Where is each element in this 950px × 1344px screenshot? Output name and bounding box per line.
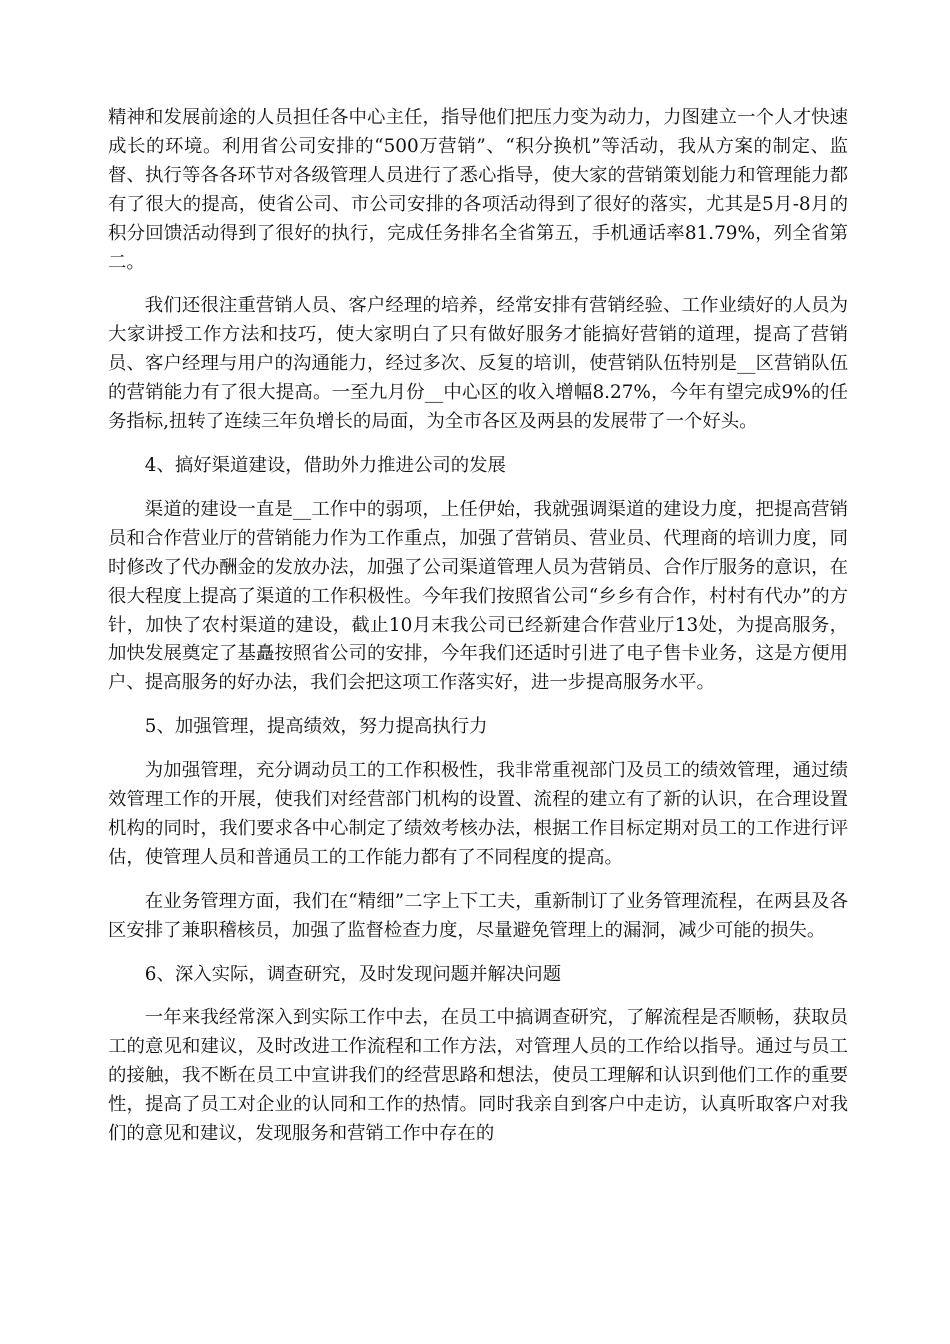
document-page — [108, 104, 848, 1164]
paragraph-3: 渠道的建设一直是__工作中的弱项，上任伊始，我就强调渠道的建设力度，把提高营销员和合作营业厅的营销能力作为工作重点，加强了营销员、营业员、代理商的培训力度，同时修改了代办酬金的发放办法，加强了公司渠道管理人员为营销员、合作厅服务的意识，在很大程度上提高了渠道的工作积极性。今年我们按照省公司“乡乡有合作，村村有代办”的方针，加快了农村渠道的建设，截止10月末我公司已经新建合作营业厅13处，为提高服务，加快发展奠定了基矗按照省公司的安排，今年我们还适时引进了电子售卡业务，这是方便用户、提高服务的好办法，我们会把这项工作落实好，进一步提高服务水平。 — [108, 498, 848, 694]
section-heading-4: 4、搞好渠道建设，借助外力推进公司的发展 — [144, 454, 506, 476]
section-heading-5: 5、加强管理，提高绩效，努力提高执行力 — [144, 716, 488, 738]
paragraph-6: 一年来我经常深入到实际工作中去，在员工中搞调查研究，了解流程是否顺畅，获取员工的意见和建议，及时改进工作流程和工作方法，对管理人员的工作给以指导。通过与员工的接触，我不断在员工中宣讲我们的经营思路和想法，使员工理解和认识到他们工作的重要性，提高了员工对企业的认同和工作的热情。同时我亲自到客户中走访，认真听取客户对我们的意见和建议，发现服务和营销工作中存在的 — [108, 1007, 848, 1145]
paragraph-2: 我们还很注重营销人员、客户经理的培养，经常安排有营销经验、工作业绩好的人员为大家讲授工作方法和技巧，使大家明白了只有做好服务才能搞好营销的道理，提高了营销员、客户经理与用户的沟通能力，经过多次、反复的培训，使营销队伍特别是__区营销队伍的营销能力有了很大提高。一至九月份__中心区的收入增幅8.27%，今年有望完成9%的任务指标,扭转了连续三年负增长的局面，为全市各区及两县的发展带了一个好头。 — [108, 295, 848, 433]
paragraph-1: 精神和发展前途的人员担任各中心主任，指导他们把压力变为动力，力图建立一个人才快速成长的环境。利用省公司安排的“500万营销”、“积分换机”等活动，我从方案的制定、监督、执行等各各环节对各级管理人员进行了悉心指导，使大家的营销策划能力和管理能力都有了很大的提高，使省公司、市公司安排的各项活动得到了很好的落实，尤其是5月-8月的积分回馈活动得到了很好的执行，完成任务排名全省第五，手机通话率81.79%，列全省第二。 — [108, 107, 848, 273]
section-heading-6: 6、深入实际，调查研究，及时发现问题并解决问题 — [144, 963, 562, 985]
paragraph-4: 为加强管理，充分调动员工的工作积极性，我非常重视部门及员工的绩效管理，通过绩效管理工作的开展，使我们对经营部门机构的设置、流程的建立有了新的认识，在合理设置机构的同时，我们要求各中心制定了绩效考核办法，根据工作目标定期对员工的工作进行评估，使管理人员和普通员工的工作能力都有了不同程度的提高。 — [108, 760, 848, 868]
paragraph-5: 在业务管理方面，我们在“精细”二字上下工夫，重新制订了业务管理流程，在两县及各区安排了兼职稽核员，加强了监督检查力度，尽量避免管理上的漏洞，减少可能的损失。 — [108, 890, 848, 941]
